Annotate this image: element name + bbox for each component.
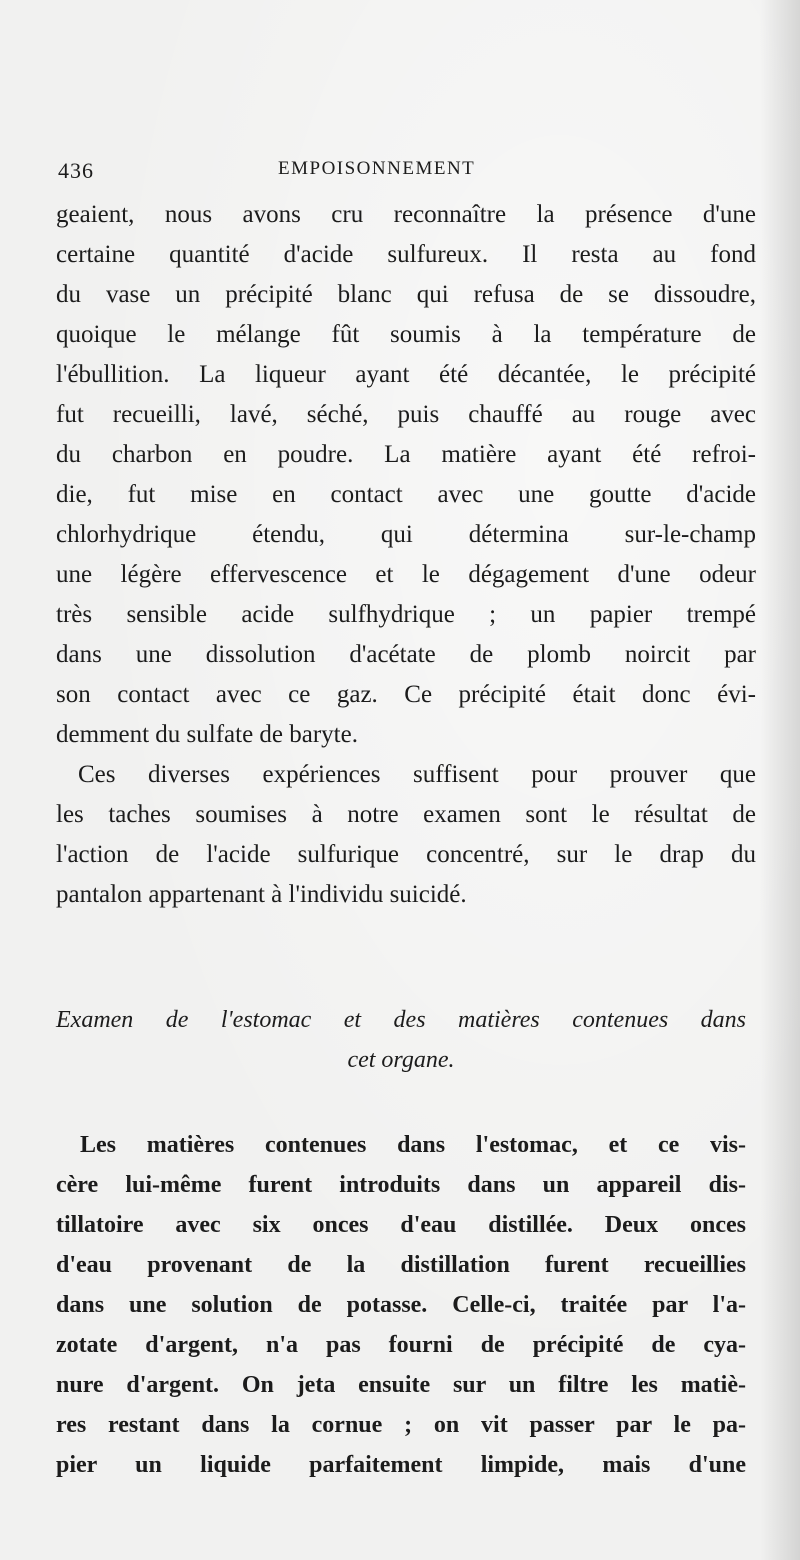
body-text-section: [56, 1125, 746, 1485]
text-line: très sensible acide sulfhydrique ; un papier trempé: [56, 601, 756, 628]
section-heading-line: cet organe.: [347, 1047, 455, 1073]
text-line: l'ébullition. La liqueur ayant été décantée, le précipité: [56, 361, 756, 388]
page-number: 436: [58, 158, 94, 183]
text-line: fut recueilli, lavé, séché, puis chauffé au rouge avec: [56, 401, 756, 428]
text-line: son contact avec ce gaz. Ce précipité était donc évi-: [56, 681, 756, 708]
text-line: quoique le mélange fût soumis à la température de: [56, 321, 756, 348]
text-line: Ces diverses expériences suffisent pour prouver que: [78, 761, 756, 788]
text-line: d'eau provenant de la distillation furent recueillies: [56, 1252, 746, 1278]
body-text: [56, 195, 756, 915]
text-line: Les matières contenues dans l'estomac, et ce vis-: [80, 1132, 746, 1158]
text-line: du vase un précipité blanc qui refusa de se dissoudre,: [56, 281, 756, 308]
text-line: nure d'argent. On jeta ensuite sur un filtre les matiè-: [56, 1372, 746, 1398]
text-line: pantalon appartenant à l'individu suicidé.: [56, 881, 467, 908]
running-head: EMPOISONNEMENT: [278, 158, 476, 179]
text-line: certaine quantité d'acide sulfureux. Il resta au fond: [56, 241, 756, 268]
text-line: une légère effervescence et le dégagement d'une odeur: [56, 561, 756, 588]
text-line: die, fut mise en contact avec une goutte d'acide: [56, 481, 756, 508]
text-line: res restant dans la cornue ; on vit passer par le pa-: [56, 1412, 746, 1438]
text-line: du charbon en poudre. La matière ayant été refroi-: [56, 441, 756, 468]
text-line: demment du sulfate de baryte.: [56, 721, 358, 748]
section-heading: [56, 1000, 746, 1080]
text-line: chlorhydrique étendu, qui détermina sur-le-champ: [56, 521, 756, 548]
text-line: pier un liquide parfaitement limpide, mais d'une: [56, 1452, 746, 1478]
text-line: dans une dissolution d'acétate de plomb noircit par: [56, 641, 756, 668]
page-header: [58, 150, 748, 190]
text-line: tillatoire avec six onces d'eau distillée. Deux onces: [56, 1212, 746, 1238]
text-line: l'action de l'acide sulfurique concentré, sur le drap du: [56, 841, 756, 868]
text-line: geaient, nous avons cru reconnaître la présence d'une: [56, 201, 756, 228]
text-line: les taches soumises à notre examen sont le résultat de: [56, 801, 756, 828]
text-line: cère lui-même furent introduits dans un appareil dis-: [56, 1172, 746, 1198]
text-line: dans une solution de potasse. Celle-ci, traitée par l'a-: [56, 1292, 746, 1318]
page-edge-shadow: [760, 0, 800, 1560]
text-line: zotate d'argent, n'a pas fourni de précipité de cya-: [56, 1332, 746, 1358]
section-heading-line: Examen de l'estomac et des matières contenues dans: [56, 1007, 746, 1033]
